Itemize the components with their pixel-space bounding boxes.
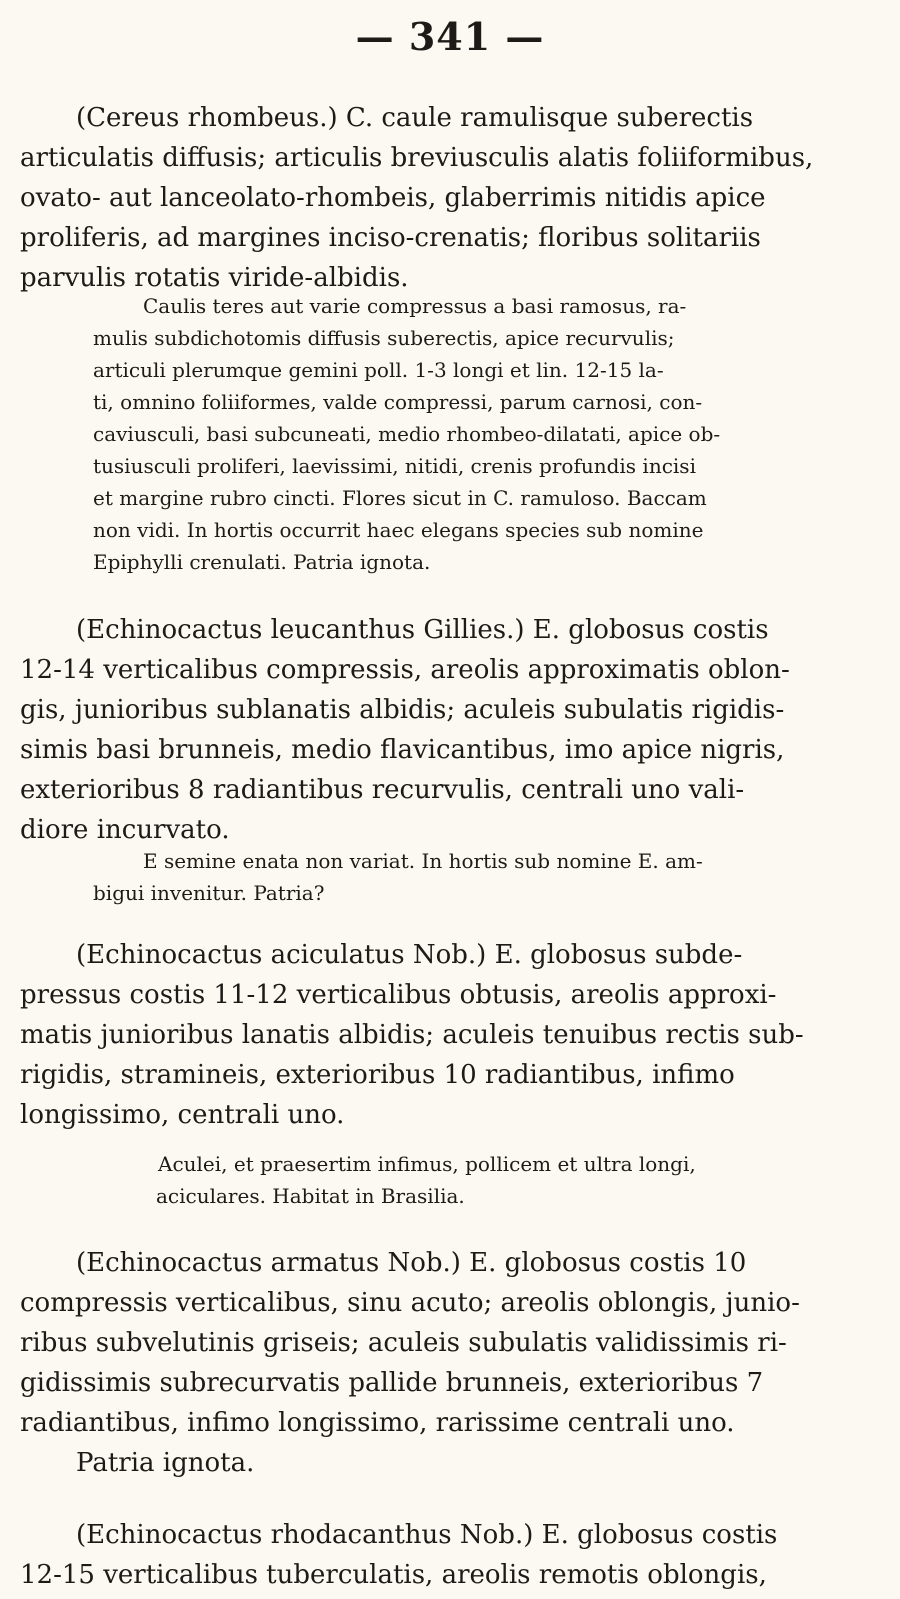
text-line: E semine enata non variat. In hortis sub nomine E. am- [143,849,703,873]
text-line: ovato- aut lanceolato-rhombeis, glaberrimis nitidis apice [20,183,766,213]
text-line: bigui invenitur. Patria? [93,881,325,905]
entry-echinocactus-leucanthus-diagnosis [20,610,882,850]
text-line: Caulis teres aut varie compressus a basi ramosus, ra- [143,294,687,318]
text-line: pressus costis 11-12 verticalibus obtusis, areolis approxi- [20,980,777,1010]
text-line: longissimo, centrali uno. [20,1100,345,1130]
text-line: (Echinocactus leucanthus Gillies.) E. globosus costis [76,615,769,645]
page-number: — 341 — [355,14,545,59]
entry-cereus-rhombeus-diagnosis [20,98,882,298]
text-line: 12-15 verticalibus tuberculatis, areolis remotis oblongis, [20,1560,767,1590]
text-line: (Echinocactus aciculatus Nob.) E. globosus subde- [76,940,743,970]
entry-echinocactus-leucanthus-note [93,845,882,909]
text-line: tusiusculi proliferi, laevissimi, nitidi, crenis profundis incisi [93,454,696,478]
text-line: radiantibus, infimo longissimo, rarissime centrali uno. [20,1408,735,1438]
entry-cereus-rhombeus-note [93,290,882,578]
text-line: (Cereus rhombeus.) C. caule ramulisque suberectis [76,103,754,133]
text-line: Epiphylli crenulati. Patria ignota. [93,550,431,574]
text-line: exterioribus 8 radiantibus recurvulis, centrali uno vali- [20,775,745,805]
entry-echinocactus-rhodacanthus-diagnosis [20,1515,882,1595]
text-line: non vidi. In hortis occurrit haec elegans species sub nomine [93,518,704,542]
text-line: matis junioribus lanatis albidis; aculeis tenuibus rectis sub- [20,1020,804,1050]
text-line: aciculares. Habitat in Brasilia. [156,1184,465,1208]
text-line: Patria ignota. [76,1448,255,1478]
text-line: (Echinocactus rhodacanthus Nob.) E. globosus costis [76,1520,778,1550]
text-line: diore incurvato. [20,815,230,845]
text-line: rigidis, stramineis, exterioribus 10 radiantibus, infimo [20,1060,735,1090]
text-line: simis basi brunneis, medio flavicantibus, imo apice nigris, [20,735,785,765]
entry-echinocactus-aciculatus-diagnosis [20,935,882,1135]
text-line: gidissimis subrecurvatis pallide brunneis, exterioribus 7 [20,1368,764,1398]
text-line: gis, junioribus sublanatis albidis; aculeis subulatis rigidis- [20,695,785,725]
text-line: compressis verticalibus, sinu acuto; areolis oblongis, junio- [20,1288,800,1318]
text-line: articuli plerumque gemini poll. 1-3 longi et lin. 12-15 la- [93,358,664,382]
text-line: articulatis diffusis; articulis breviusculis alatis foliiformibus, [20,143,814,173]
text-line: proliferis, ad margines inciso-crenatis; floribus solitariis [20,223,761,253]
text-line: ti, omnino foliiformes, valde compressi, parum carnosi, con- [93,390,703,414]
text-line: (Echinocactus armatus Nob.) E. globosus costis 10 [76,1248,747,1278]
text-line: caviusculi, basi subcuneati, medio rhombeo-dilatati, apice ob- [93,422,721,446]
text-line: et margine rubro cincti. Flores sicut in C. ramuloso. Baccam [93,486,707,510]
text-line: ribus subvelutinis griseis; aculeis subulatis validissimis ri- [20,1328,787,1358]
entry-echinocactus-armatus-diagnosis [20,1243,882,1483]
text-line: Aculei, et praesertim infimus, pollicem et ultra longi, [158,1152,696,1176]
text-line: 12-14 verticalibus compressis, areolis approximatis oblon- [20,655,790,685]
entry-echinocactus-aciculatus-note [93,1148,882,1212]
text-line: parvulis rotatis viride-albidis. [20,263,409,293]
text-line: mulis subdichotomis diffusis suberectis, apice recurvulis; [93,326,675,350]
